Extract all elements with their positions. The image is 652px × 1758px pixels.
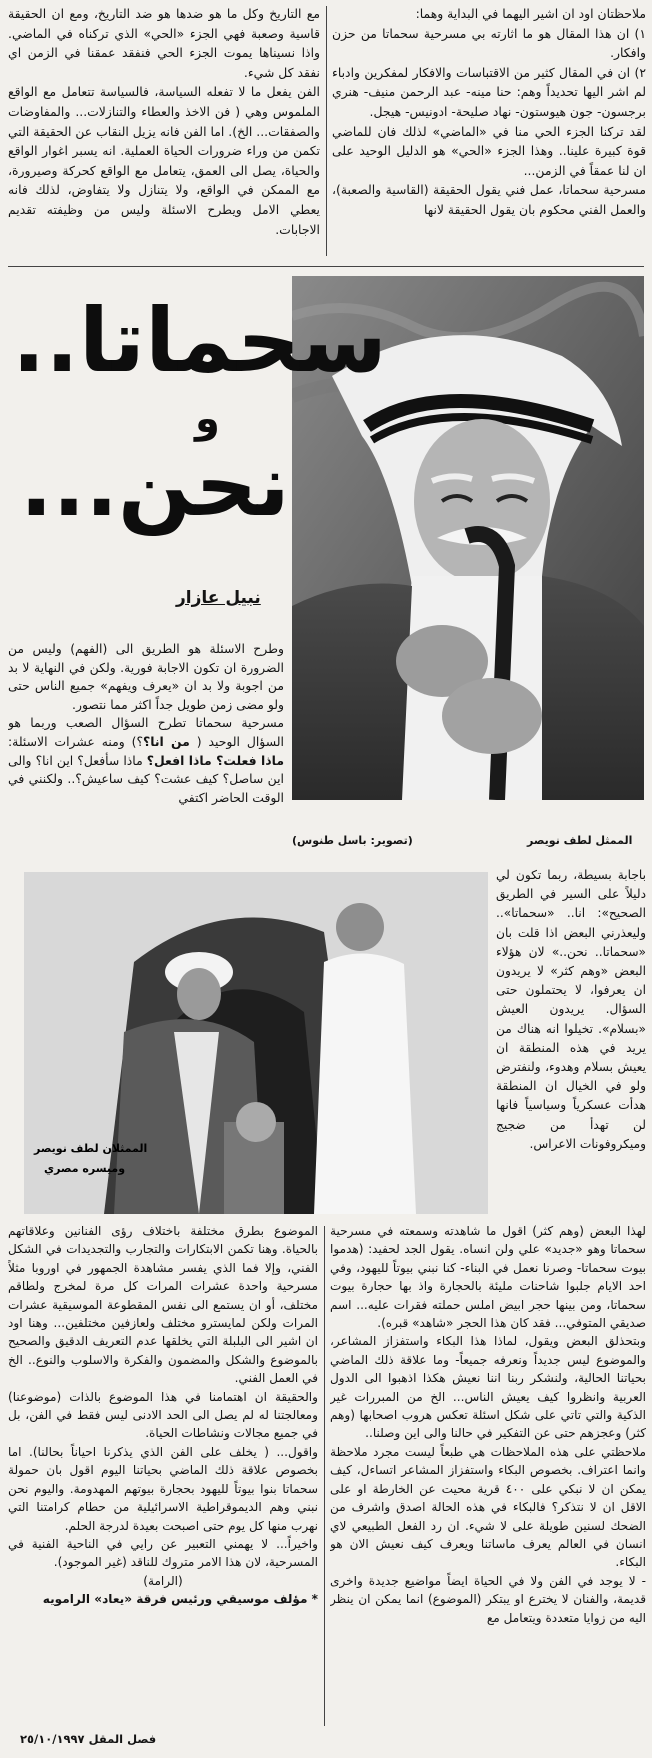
top-left-column [8,4,320,258]
photo2-caption-line1: الممثلان لطف نويصر [34,1142,148,1155]
photo-two-actors [24,872,488,1214]
bottom-column-divider [324,1226,325,1726]
top-right-column [332,4,646,258]
headline-conjunction: و [195,396,220,442]
paragraph-artistic-form: الموضوع بطرق مختلفة باختلاف رؤى الفنانين وعلاقاتهم بالحياة. وهنا تكمن الابتكارات والتجارب والتجديدات في الشكل الفني، وإلا فما الذي يفسر مشاهدة الجمهور في اوروبا مثلاً مسرحية واحدة عشرات المرات كل مرة لمخرج ولطاقم مختلف، أو ان يستمع الى نفس المقطوعة الموسيقية عشرات المرات ولكن لمايسترو مختلف ولعازفين مختلفين... وهنا اود ان اشير الى البلبلة التي يخلقها عدم التعريف الدقيق والصحيح بالموضوع والشكل والمضمون والفكرة والاسلوب والنوع.. الخ في العمل الفني. [8,1224,318,1386]
paragraph-finally: واخيراً... لا يهمني التعبير عن رايي في الناحية الفنية في المسرحية، لان هذا الامر متروك للناقد (غير الموجود). [8,1536,318,1570]
note-two: ٢) ان في المقال كثير من الاقتباسات والافكار لمفكرين وادباء لم اشر اليها تحديداً وهم: حنا مينه- عبد الرحمن منيف- هنري برجسون- جون هيوستون- نهاد صليحة- ادونيس- هيجل. [332,64,646,119]
paragraph-our-interest: والحقيقة ان اهتمامنا في هذا الموضوع بالذات (موضوعنا) ومعالجتنا له لم يصل الى الحد الادنى ليس فقط في الفن، بل في جميع مجالات ونشاطات الحياة. [8,1389,318,1441]
paragraph-living-part: لقد تركنا الجزء الحي منا في «الماضي» لذلك فان للماضي قوة كبيرة علينا.. وهذا الجزء «الحي» هو الدليل الوحيد على ان لنا عمقاً في الزمن... [332,123,646,178]
headline-line-1: سحماتا.. [12,289,387,392]
paragraph-simple-answer: باجابة بسيطة، ربما تكون لي دليلاً على السير في الطريق الصحيح»: انا.. «سحماتا».. وليعذرني البعض اذا قلت بان «سحماتا.. نحن..» لان هؤلاء البعض «وهم كثر» لا يريدون ان يعرفوا، لا يحتملون حتى السؤال. يريدون العيش «بسلام». تخيلوا انه هناك من يريد في هذه المنطقة ان يعيش بسلام وهدوء، ولنفترض ولو في الخيال ان المنطقة هدأت عسكرياً وسياسياً فانها لن تهدأ من ضجيج وميكروفونات الاعراس. [496,868,646,1151]
section-divider [8,266,644,267]
narrow-right-column [496,866,646,1214]
paragraph-confession: ملاحظتي على هذه الملاحظات هي طبعاً ليست مجرد ملاحظة وانما اعتراف. بخصوص البكاء واستفزاز المشاعر اتساءل، كيف يمكن ان لا نبكي على ٤٠٠ قرية محيت عن الخارطة او على الاقل ان لا نتذكر؟ فالبكاء في هذه الحالة اصدق واشرف من الضحك لسنين طويلة على لا شيء. ان رد الفعل الطبيعي لاي انسان في العالم يعرف ماساتنا ويعرف كيف نعيش الان هو البكاء. [330,1444,646,1570]
paragraph-objections: وبتحذلق البعض ويقول، لماذا هذا البكاء واستفزاز المشاعر، والموضوع ليس جديداً ونعرفه جميعاً- وما علاقة ذلك الماضي بحياتنا الحالية، ولنشكر ربنا اننا نعيش هكذا اذهبوا الى الدول العربية وانظروا كيف يعيش الناس... الخ من المبررات غير الذكية والتي تاتي على شكل اسئلة تعكس هروب اصحابها (وهم كثر) وعجزهم حتى عن التفكير في حالنا والى اين وصلنا.. [330,1334,646,1441]
paragraph-art-vs-politics: الفن يفعل ما لا تفعله السياسة، فالسياسة تتعامل مع الواقع الملموس وهي ( فن الاخذ والعطاء والتنازلات... والمفاوضات والصفقات... الخ). اما الفن فانه يزيل النقاب عن الحقيقة التي تكمن من وراء ضرورات الحياة العملية. انه يسبر اغوار الواقع والحياة، يصل الى العمق، يتعامل مع الواقع كحركة وصيرورة، مع الممكن في الواقع، ولا يتنازل ولا يتفاوض، لذلك فانه يعطي الامل ويطرح الاسئلة وليس من وظيفته تقديم الاجابات. [8,84,320,237]
signature-author-note: * مؤلف موسيقي ورئيس فرقة «يعاد» الرامويه [42,1592,318,1607]
question-who-am-i: من انا؟ [143,733,190,749]
photo1-credit: (تصوير: باسل طنوس) [292,834,413,847]
publication-footer: فصل المقل ٢٥/١٠/١٩٩٧ [20,1732,157,1746]
photo1-actor-caption: الممثل لطف نويصر [527,834,633,847]
paragraph-play-truth: مسرحية سحماتا، عمل فني يقول الحقيقة (القاسية والصعبة)، والعمل الفني محكوم بان يقول الحقيقة لانها [332,182,646,217]
paragraph-building-houses: واقول... ( يخلف على الفن الذي يذكرنا احياناً بحالنا). اما بخصوص علاقة ذلك الماضي بحياتنا اليوم اقول بان حمولة سحماتا بنوا بيوتاً لليهود بحجارة بيوتهم المهدومة. واليوم نحن نبني وهم الديموقراطية الاسرائيلية من حطام كرامتنا التي نهرب منها كل يوم حتى اصبحت بعيدة لدرجة الحلم. [8,1444,318,1533]
paragraph-who-am-i: مسرحية سحماتا تطرح السؤال الصعب وربما هو السؤال الوحيد ( من انا؟؟) ومنه عشرات الاسئلة: ماذا فعلت؟ ماذا افعل؟ ماذا سأفعل؟ اين انا؟ والى اين ساصل؟ كيف عشت؟ كيف ساعيش؟.. ولكنني في الوقت الحاضر اكتفي [8,715,284,805]
author-byline: نبيل عازار [176,588,261,608]
column-divider [326,6,327,256]
intro-note: ملاحظتان اود ان اشير اليهما في البداية وهما: [415,6,646,21]
mid-left-column [8,640,284,820]
bottom-left-column [8,1222,318,1702]
photo2-caption-line2: وميسره مصري [44,1162,126,1175]
paragraph-grandfather-story: لهذا البعض (وهم كثر) اقول ما شاهدته وسمعته في مسرحية سحماتا وهو «جديد» علي ولن انساه. يقول الجد لحفيد: (هدموا بيوت سحماتا- وصرنا نعمل في البناء- كنا نبني بيوتاً لليهود، وفي احد الايام جلبوا شاحنات مليئة بالحجارة واذ بها حجارة بيوت سحماتا، ومن بينها حجر ابيض املس حملته فقرات عليه... اسم صديقي المتوفي... فقد كان هذا الحجر «شاهد» قبره). [330,1224,646,1331]
paragraph-no-new-subjects: - لا يوجد في الفن ولا في الحياة ايضاً مواضيع جديدة واخرى قديمة، والفنان لا يخترع او يبتكر (الموضوع) انما يمكن ان ينظر اليه من زوايا متعددة ويتعامل مع [330,1573,646,1625]
signature-place: (الرامة) [143,1573,183,1588]
paragraph-questions: وطرح الاسئلة هو الطريق الى (الفهم) وليس من الضرورة ان تكون الاجابة فورية. ولكن في النهاية لا بد من اجوبة ولا بد ان «يعرف ويفهم» جميع الناس حتى ولو مضى زمن طويل جداً اكثر مما نتصور. [8,641,284,712]
note-one: ١) ان هذا المقال هو ما اثارته بي مسرحية سحماتا من حزن وافكار. [332,25,646,61]
question-what-did-i-do: ماذا فعلت؟ ماذا افعل؟ [146,752,284,768]
paragraph-history: مع التاريخ وكل ما هو ضدها هو ضد التاريخ، ومع ان الحقيقة قاسية وصعبة فهي الجزء «الحي» الذي تركناه في الماضي. واذا نسيناها يموت الجزء الحي فنفقد عمقنا في الزمن اي نفقد كل شيء. [8,6,320,80]
headline-line-2: نحن... [20,436,290,536]
bottom-right-column [330,1222,646,1736]
